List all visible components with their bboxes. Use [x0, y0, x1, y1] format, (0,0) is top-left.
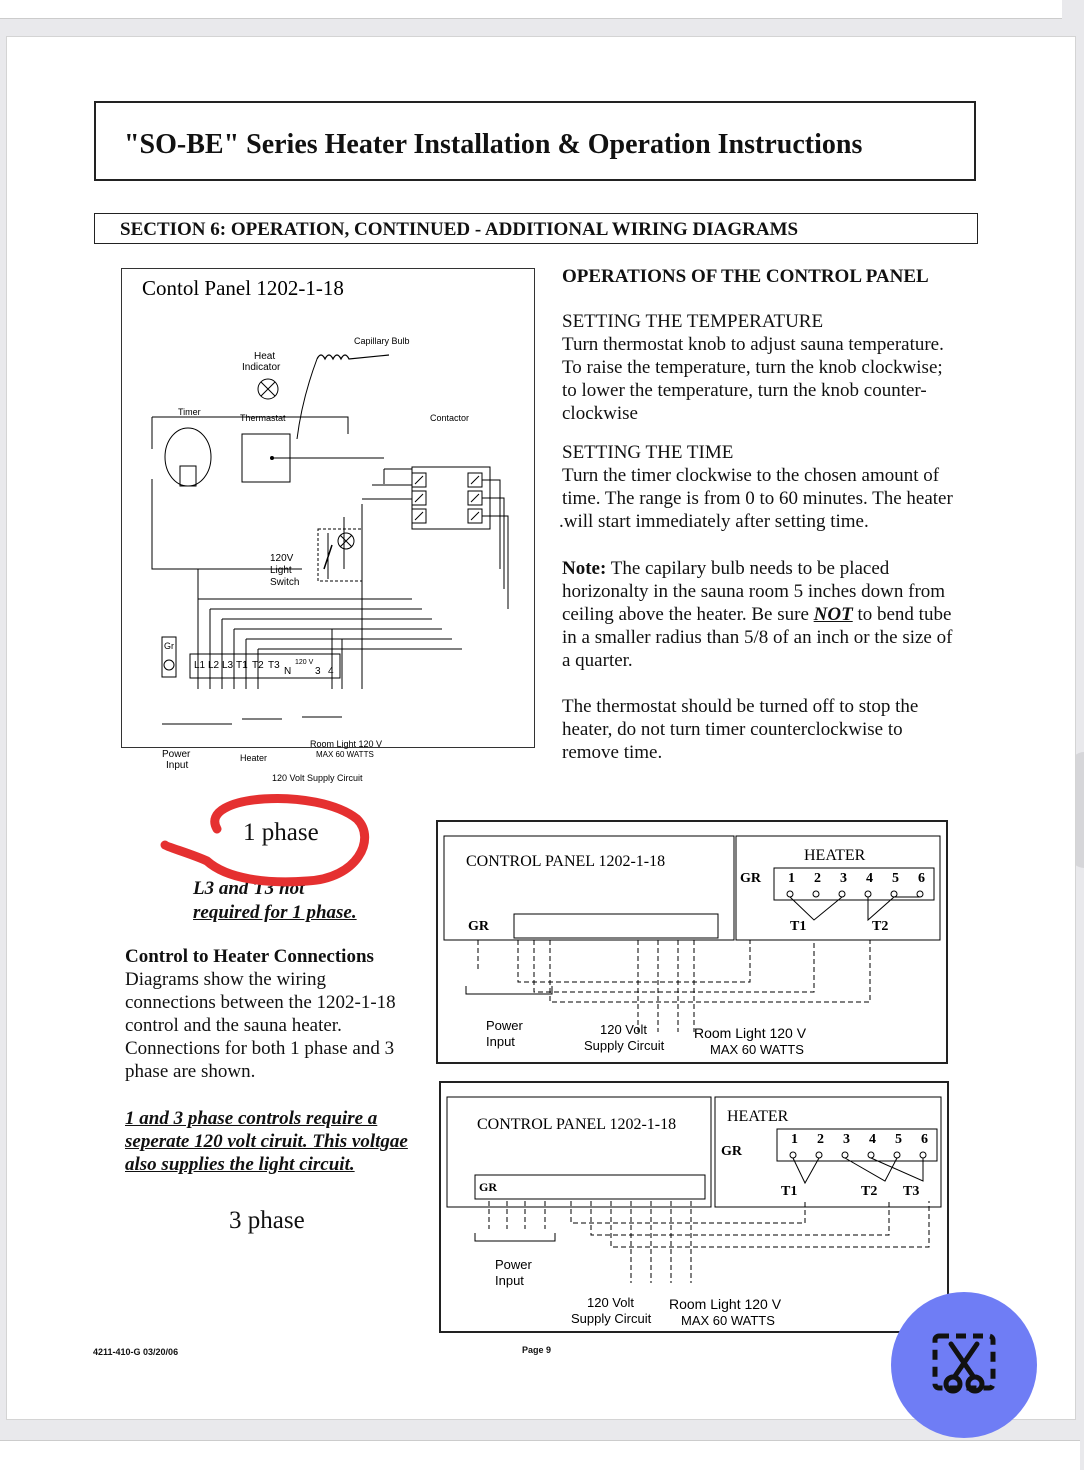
input-label: Input [166, 760, 189, 771]
document-page [6, 36, 1076, 1420]
separate-circuit-line-3: also supplies the light circuit. [125, 1154, 355, 1175]
note-not-emphasis: NOT [813, 604, 853, 625]
panel-gr-3ph: GR [479, 1180, 497, 1194]
svg-text:2: 2 [814, 871, 821, 886]
connections-line-5: phase are shown. [125, 1061, 256, 1082]
time-line-1: Turn the timer clockwise to the chosen amount of [562, 465, 940, 486]
switch-label-1: 120V [270, 553, 294, 564]
input-label-1ph: Input [486, 1034, 515, 1049]
t2-label-3ph: T2 [861, 1184, 878, 1199]
svg-text:3: 3 [843, 1132, 850, 1147]
heater-gr-3ph: GR [721, 1144, 742, 1159]
power-label: Power [162, 749, 191, 760]
thermostat-line-3: remove time. [562, 742, 663, 763]
thermostat-label: Thermastat [240, 413, 286, 423]
term-T1: T1 [236, 660, 248, 671]
term-4: 4 [328, 666, 334, 677]
page-title-box [94, 101, 976, 181]
power-label-3ph: Power [495, 1257, 532, 1272]
heater-title-3ph: HEATER [727, 1108, 789, 1125]
svg-text:5: 5 [895, 1132, 902, 1147]
one-phase-wiring-diagram [436, 820, 948, 1064]
heater-title-1ph: HEATER [804, 847, 866, 864]
connections-line-4: Connections for both 1 phase and 3 [125, 1038, 395, 1059]
room-light-label: Room Light 120 V [310, 739, 383, 749]
control-panel-wiring-diagram [121, 268, 535, 783]
svg-text:4: 4 [869, 1132, 876, 1147]
note-line-2: horizonalty in the sauna room 5 inches down from [562, 581, 946, 602]
t2-label-1ph: T2 [872, 919, 889, 934]
ground-label: Gr [164, 641, 174, 651]
note-line-4: in a smaller radius than 5/8 of an inch or the size of [562, 627, 953, 648]
time-line-2: time. The range is from 0 to 60 minutes. The heater [562, 488, 953, 509]
panel-title-1ph: CONTROL PANEL 1202-1-18 [466, 853, 666, 870]
page-title: "SO-BE" Series Heater Installation & Operation Instructions [124, 129, 863, 160]
red-highlight-circle-icon [157, 789, 377, 899]
svg-text:2: 2 [817, 1132, 824, 1147]
footer-document-code: 4211-410-G 03/20/06 [93, 1347, 179, 1357]
term-3: 3 [315, 666, 321, 677]
l3-note-required: required for 1 phase. [193, 902, 357, 923]
operations-heading: OPERATIONS OF THE CONTROL PANEL [562, 266, 929, 287]
panel-gr-1ph: GR [468, 919, 489, 934]
term-L3: L3 [222, 660, 234, 671]
thermostat-line-2: heater, do not turn timer counterclockwise to [562, 719, 903, 740]
connections-line-1: Diagrams show the wiring [125, 969, 327, 990]
supply-circuit-label-1ph: Supply Circuit [584, 1038, 665, 1053]
term-N: N [284, 666, 292, 677]
section-header-box [94, 213, 978, 244]
section-header: SECTION 6: OPERATION, CONTINUED - ADDITIONAL WIRING DIAGRAMS [120, 219, 799, 240]
svg-text:6: 6 [921, 1132, 928, 1147]
svg-text:6: 6 [918, 871, 925, 886]
temperature-line-2: To raise the temperature, turn the knob clockwise; [562, 357, 943, 378]
room-light-label-3ph: Room Light 120 V [669, 1296, 782, 1312]
connections-heading: Control to Heater Connections [125, 946, 374, 967]
capillary-bulb-label: Capillary Bulb [354, 336, 410, 346]
three-phase-wiring-diagram [439, 1081, 949, 1333]
connections-line-2: connections between the 1202-1-18 [125, 992, 396, 1013]
svg-text:1: 1 [791, 1132, 798, 1147]
footer-page-number: Page 9 [522, 1345, 552, 1355]
switch-label-2: Light [270, 565, 292, 576]
room-light-label-1ph: Room Light 120 V [694, 1025, 807, 1041]
heater-gr-1ph: GR [740, 871, 761, 886]
supply-circuit-label-3ph: Supply Circuit [571, 1311, 652, 1326]
t3-label-3ph: T3 [903, 1184, 920, 1199]
t1-label-3ph: T1 [781, 1184, 798, 1199]
thermostat-line-1: The thermostat should be turned off to stop the [562, 696, 919, 717]
term-T2: T2 [252, 660, 264, 671]
temperature-line-4: clockwise [562, 403, 638, 424]
term-L1: L1 [194, 660, 206, 671]
temperature-heading: SETTING THE TEMPERATURE [562, 311, 824, 332]
panel-title-3ph: CONTROL PANEL 1202-1-18 [477, 1116, 677, 1133]
timer-icon [165, 428, 211, 486]
one-phase-label: 1 phase [243, 819, 319, 846]
indicator-label: Indicator [242, 362, 281, 373]
term-L2: L2 [208, 660, 220, 671]
supply-label-3ph: 120 Volt [587, 1295, 634, 1310]
contactor-label: Contactor [430, 413, 470, 423]
room-light-watts-1ph: MAX 60 WATTS [710, 1042, 804, 1057]
crop-scissors-icon [891, 1292, 1037, 1438]
timer-label: Timer [178, 407, 201, 417]
svg-text:1: 1 [788, 871, 795, 886]
room-light-watts-3ph: MAX 60 WATTS [681, 1313, 775, 1328]
t1-label-1ph: T1 [790, 919, 807, 934]
temperature-line-1: Turn thermostat knob to adjust sauna temperature. [562, 334, 944, 355]
power-label-1ph: Power [486, 1018, 523, 1033]
input-label-3ph: Input [495, 1273, 524, 1288]
screenshot-crop-button[interactable] [891, 1292, 1037, 1438]
svg-text:5: 5 [892, 871, 899, 886]
heat-label: Heat [254, 351, 276, 362]
room-light-watts: MAX 60 WATTS [316, 750, 374, 759]
supply-label-1ph: 120 Volt [600, 1022, 647, 1037]
note-line-5: a quarter. [562, 650, 633, 671]
note-label: Note: [562, 558, 607, 579]
supply-label: 120 Volt Supply Circuit [272, 773, 363, 783]
heater-label: Heater [240, 753, 268, 763]
separate-circuit-line-1: 1 and 3 phase controls require a [125, 1108, 378, 1129]
switch-label-3: Switch [270, 577, 300, 588]
l3-note-fragment: L3 and T3 not [193, 878, 305, 899]
note-line-3: ceiling above the heater. Be sure NOT to bend tube [562, 604, 952, 625]
connections-line-3: control and the sauna heater. [125, 1015, 342, 1036]
svg-text:3: 3 [840, 871, 847, 886]
svg-text:4: 4 [866, 871, 873, 886]
three-phase-label: 3 phase [229, 1207, 305, 1234]
time-heading: SETTING THE TIME [562, 442, 734, 463]
separate-circuit-line-2: seperate 120 volt ciruit. This voltgae [125, 1131, 408, 1152]
diagram-title: Contol Panel 1202-1-18 [142, 276, 344, 300]
temperature-line-3: to lower the temperature, turn the knob counter- [562, 380, 927, 401]
next-page-edge [0, 1440, 1080, 1470]
time-line-3: .will start immediately after setting time. [559, 511, 869, 532]
term-120V: 120 V [295, 659, 314, 666]
term-T3: T3 [268, 660, 280, 671]
note-line-1: Note: The capilary bulb needs to be placed [562, 558, 890, 579]
previous-page-edge [0, 0, 1062, 19]
